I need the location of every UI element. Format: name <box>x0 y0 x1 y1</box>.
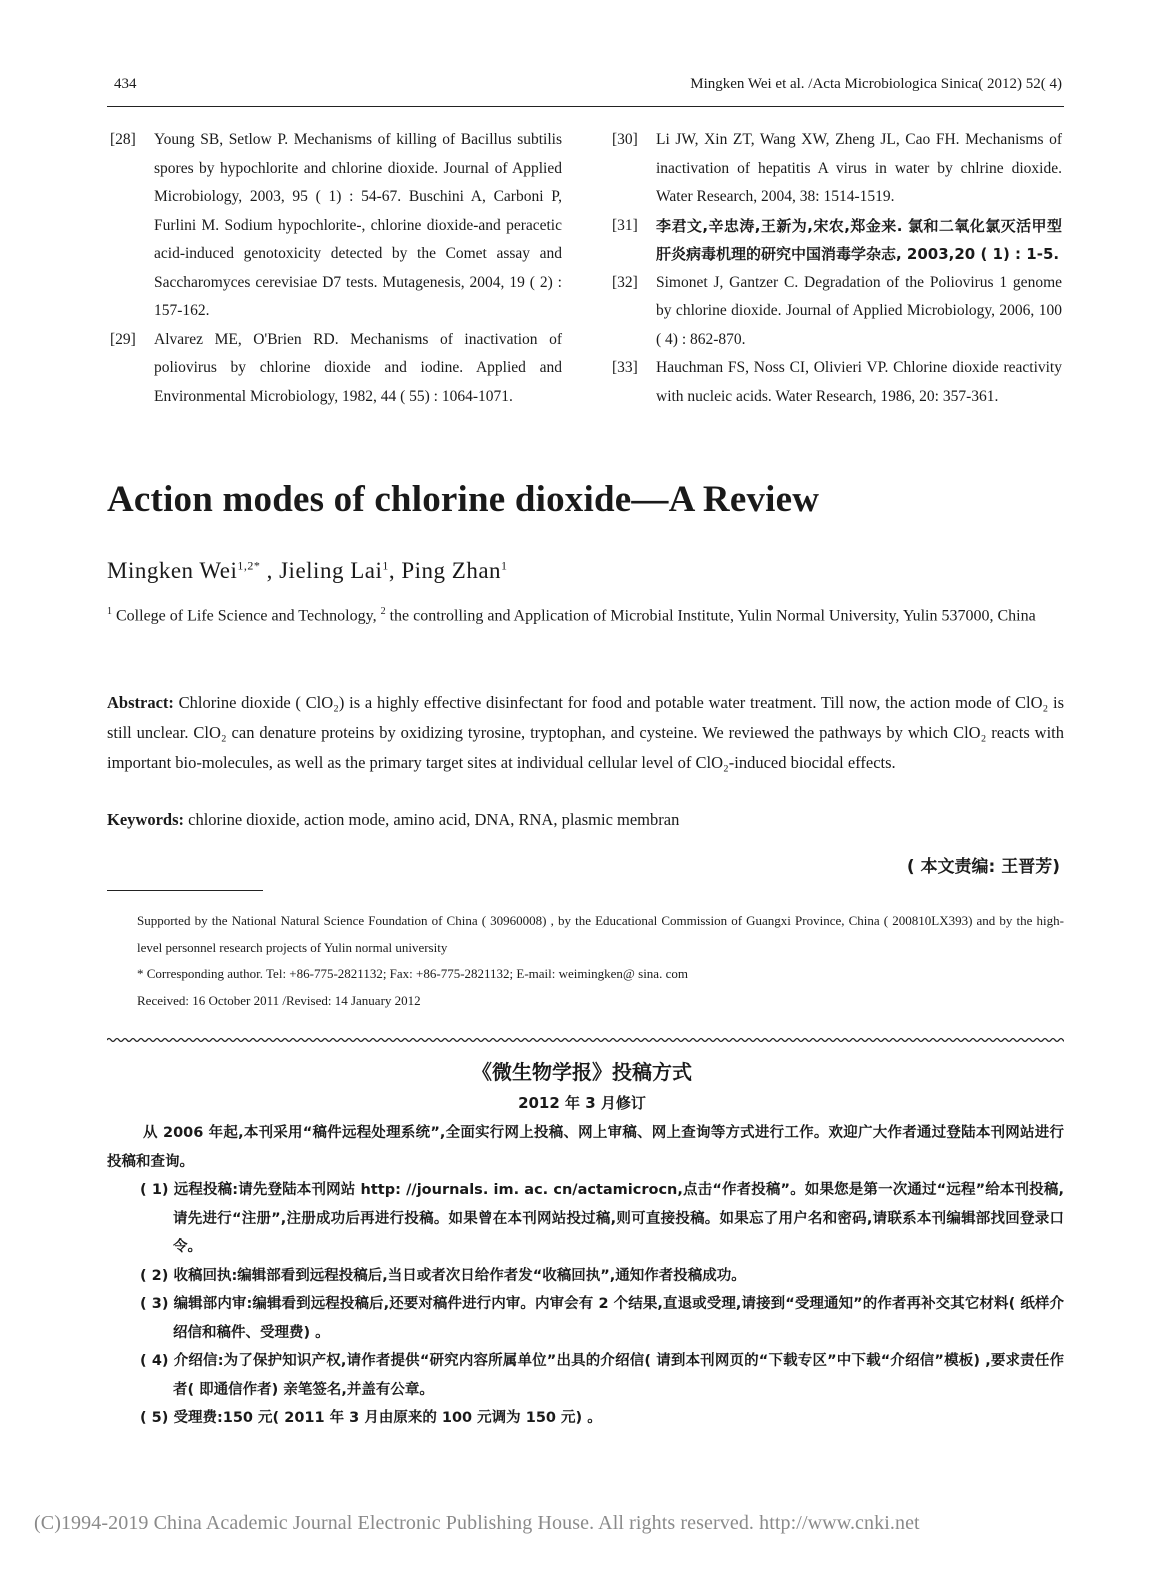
reference-item <box>612 354 1062 411</box>
reference-item <box>612 269 1062 355</box>
notice-date: 2012 年 3 月修订 <box>518 1094 646 1112</box>
keywords <box>107 810 1064 830</box>
reference-number: [29] <box>110 330 136 348</box>
copyright-watermark: (C)1994-2019 China Academic Journal Electronic Publishing House. All rights reserved. http://www.cnki.net <box>34 1512 920 1534</box>
notice-item: ( 5) 受理费:150 元( 2011 年 3 月由原来的 100 元调为 150 元) 。 <box>140 1410 602 1426</box>
references-left-column <box>110 126 562 411</box>
affiliation-mark: 1 <box>107 606 112 617</box>
footnotes <box>137 908 1064 1014</box>
reference-number: [31] <box>612 216 638 234</box>
reference-text: Alvarez ME, O'Brien RD. Mechanisms of inactivation of poliovirus by chlorine dioxide and iodine. Applied and Environmental Microbiology, 1982, 44 ( 55) : 1064-1071. <box>154 330 562 405</box>
author-name: Ping Zhan <box>401 558 502 583</box>
reference-number: [28] <box>110 131 136 148</box>
affiliation-mark: 2 <box>380 606 386 617</box>
abstract-label: Abstract: <box>107 693 174 712</box>
responsible-editor: ( 本文责编: 王晋芳) <box>906 857 1060 877</box>
author-affiliation-mark: 1 <box>382 558 389 573</box>
notice-item: ( 1) 远程投稿:请先登陆本刊网站 http: //journals. im. ac. cn/actamicrocn,点击“作者投稿”。如果您是第一次通过“远程”给本刊投稿,请先进行“注册”,注册成功后再进行投稿。如果曾在本刊网站投过稿,则可直接投稿。如果忘了用户名和密码,请联系本刊编辑部找回登录口令。 <box>140 1182 1064 1255</box>
page-number: 434 <box>114 76 137 92</box>
notice-intro: 从 2006 年起,本刊采用“稿件远程处理系统”,全面实行网上投稿、网上审稿、网上查询等方式进行工作。欢迎广大作者通过登陆本刊网站进行投稿和查询。 <box>107 1125 1064 1170</box>
reference-text: Hauchman FS, Noss CI, Olivieri VP. Chlorine dioxide reactivity with nucleic acids. Water Research, 1986, 20: 357-361. <box>656 359 1062 405</box>
reference-text: Young SB, Setlow P. Mechanisms of killing of Bacillus subtilis spores by hypochlorite and chlorine dioxide. Journal of Applied Microbiology, 2003, 95 ( 1) : 54-67. Buschini A, Carboni P, Furlini M. Sodium hypochlorite-, chlorine dioxide-and peracetic acid-induced genotoxicity detected by the Comet assay and Saccharomyces cerevisiae D7 tests. Mutagenesis, 2004, 19 ( 2) : 157-162. <box>154 131 562 319</box>
notice-title: 《微生物学报》投稿方式 <box>472 1060 692 1084</box>
author-affiliation-mark: 1 <box>501 558 508 573</box>
reference-item <box>110 126 562 326</box>
reference-text: Li JW, Xin ZT, Wang XW, Zheng JL, Cao FH. Mechanisms of inactivation of hepatitis A virus in water by chlrine dioxide. Water Research, 2004, 38: 1514-1519. <box>656 131 1062 205</box>
article-title: Action modes of chlorine dioxide—A Review <box>107 479 820 520</box>
references-right-column <box>612 126 1062 411</box>
reference-text: Simonet J, Gantzer C. Degradation of the Poliovirus 1 genome by chlorine dioxide. Journal of Applied Microbiology, 2006, 100 ( 4) : 862-870. <box>656 273 1062 348</box>
reference-text: 李君文,辛忠涛,王新为,宋农,郑金来. 氯和二氧化氯灭活甲型肝炎病毒机理的研究中国消毒学杂志, 2003,20 ( 1) : 1-5. <box>656 216 1062 263</box>
keywords-text: chlorine dioxide, action mode, amino acid, DNA, RNA, plasmic membran <box>188 810 680 829</box>
reference-number: [32] <box>612 273 638 291</box>
reference-number: [33] <box>612 359 638 376</box>
header-rule <box>107 106 1064 107</box>
affiliations <box>107 597 1064 631</box>
footnote-rule <box>107 890 263 891</box>
keywords-label: Keywords: <box>107 810 184 829</box>
reference-number: [30] <box>612 131 638 148</box>
corresponding-author-note: * Corresponding author. Tel: +86-775-2821132; Fax: +86-775-2821132; E-mail: weimingken@ sina. com <box>137 966 688 981</box>
reference-item <box>612 212 1062 269</box>
running-title: Mingken Wei et al. /Acta Microbiologica Sinica( 2012) 52( 4) <box>690 76 1062 92</box>
affiliation-2: the controlling and Application of Microbial Institute, Yulin Normal University, Yulin 537000, China <box>389 607 1036 625</box>
author-name: Jieling Lai <box>279 558 383 583</box>
abstract-text: Chlorine dioxide ( ClO₂) is a highly effective disinfectant for food and potable water treatment. Till now, the action mode of ClO₂ is still unclear. ClO₂ can denature proteins by oxidizing tyrosine, tryptophan, and cysteine. We reviewed the pathways by which ClO₂ reacts with important bio-molecules, as well as the primary target sites at individual cellular level of ClO₂-induced biocidal effects. <box>107 693 1064 772</box>
notice-body <box>107 1119 1064 1433</box>
abstract <box>107 688 1064 778</box>
author-affiliation-mark: 1,2* <box>237 558 261 573</box>
wavy-divider <box>107 1036 1064 1044</box>
affiliation-1: College of Life Science and Technology, <box>116 607 377 625</box>
author-name: Mingken Wei <box>107 558 238 583</box>
funding-note: Supported by the National Natural Science Foundation of China ( 30960008) , by the Educational Commission of Guangxi Province, China ( 200810LX393) and by the high-level personnel research projects of Yulin normal university <box>137 913 1064 955</box>
reference-item <box>612 126 1062 212</box>
author-list: Mingken Wei$^{1,2*}$ , Jieling Lai$^1$, Ping Zhan$^1$ <box>107 558 508 583</box>
notice-item: ( 3) 编辑部内审:编辑看到远程投稿后,还要对稿件进行内审。内审会有 2 个结果,直退或受理,请接到“受理通知”的作者再补交其它材料( 纸样介绍信和稿件、受理费) 。 <box>140 1296 1064 1341</box>
notice-item: ( 4) 介绍信:为了保护知识产权,请作者提供“研究内容所属单位”出具的介绍信( 请到本刊网页的“下载专区”中下载“介绍信”模板) ,要求责任作者( 即通信作者) 亲笔签名,并盖有公章。 <box>140 1353 1064 1398</box>
notice-item: ( 2) 收稿回执:编辑部看到远程投稿后,当日或者次日给作者发“收稿回执”,通知作者投稿成功。 <box>140 1267 746 1284</box>
received-date-note: Received: 16 October 2011 /Revised: 14 January 2012 <box>137 992 421 1008</box>
reference-item <box>110 326 562 412</box>
